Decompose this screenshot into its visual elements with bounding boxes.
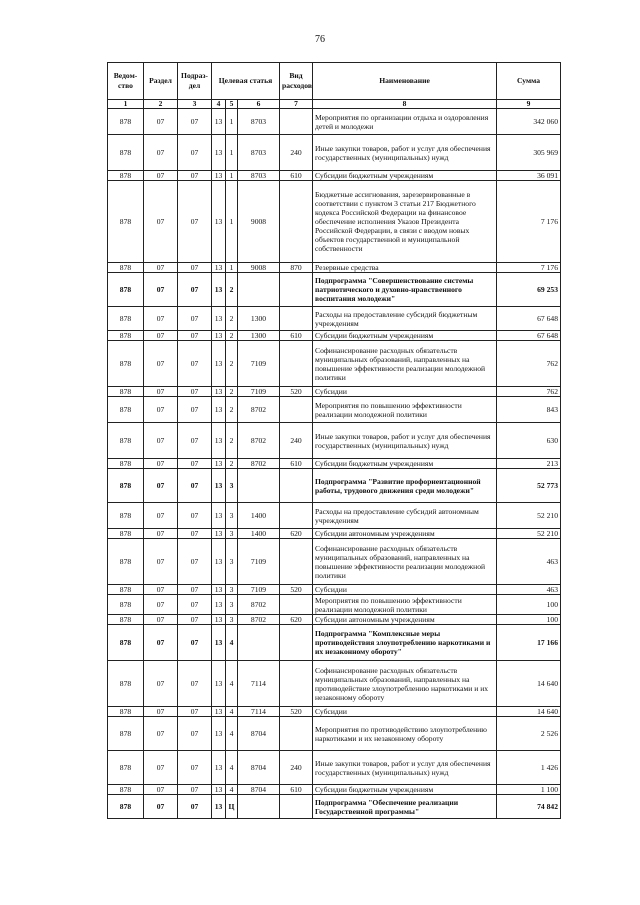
table-row <box>108 785 561 795</box>
header-vedomstvo: Ведом-ство <box>108 63 144 100</box>
cell-podrazdel: 07 <box>178 263 212 273</box>
table-row <box>108 397 561 423</box>
cell-razdel: 07 <box>144 595 178 615</box>
table-row <box>108 263 561 273</box>
table-row <box>108 625 561 661</box>
cell-razdel: 07 <box>144 459 178 469</box>
cell-razdel: 07 <box>144 469 178 503</box>
cell-expense-type: 520 <box>280 387 313 397</box>
cell-program: 13 <box>212 707 226 717</box>
cell-vedomstvo: 878 <box>108 469 144 503</box>
cell-subprogram: 2 <box>226 331 238 341</box>
cell-podrazdel: 07 <box>178 135 212 171</box>
cell-expense-type: 610 <box>280 171 313 181</box>
cell-sum: 2 526 <box>497 717 561 751</box>
cell-article: 7109 <box>238 585 280 595</box>
cell-podrazdel: 07 <box>178 459 212 469</box>
cell-podrazdel: 07 <box>178 707 212 717</box>
cell-article: 8703 <box>238 135 280 171</box>
col-number: 2 <box>144 100 178 109</box>
table-row <box>108 171 561 181</box>
cell-vedomstvo: 878 <box>108 263 144 273</box>
cell-sum: 52 210 <box>497 503 561 529</box>
cell-vedomstvo: 878 <box>108 707 144 717</box>
cell-expense-type: 240 <box>280 751 313 785</box>
cell-razdel: 07 <box>144 529 178 539</box>
cell-vedomstvo: 878 <box>108 625 144 661</box>
table-row <box>108 503 561 529</box>
table-row <box>108 341 561 387</box>
cell-article: 7109 <box>238 539 280 585</box>
cell-podrazdel: 07 <box>178 331 212 341</box>
cell-sum: 36 091 <box>497 171 561 181</box>
cell-vedomstvo: 878 <box>108 423 144 459</box>
cell-vedomstvo: 878 <box>108 181 144 263</box>
cell-sum: 463 <box>497 539 561 585</box>
table-row <box>108 109 561 135</box>
cell-subprogram: 4 <box>226 785 238 795</box>
cell-sum: 14 640 <box>497 661 561 707</box>
cell-razdel: 07 <box>144 751 178 785</box>
cell-vedomstvo: 878 <box>108 785 144 795</box>
cell-vedomstvo: 878 <box>108 307 144 331</box>
cell-subprogram: 3 <box>226 529 238 539</box>
cell-razdel: 07 <box>144 795 178 819</box>
cell-subprogram: Ц <box>226 795 238 819</box>
cell-program: 13 <box>212 469 226 503</box>
cell-name: Мероприятия по повышению эффективности реализации молодежной политики <box>313 595 497 615</box>
cell-article: 1300 <box>238 307 280 331</box>
cell-podrazdel: 07 <box>178 109 212 135</box>
cell-vedomstvo: 878 <box>108 717 144 751</box>
cell-name: Софинансирование расходных обязательств муниципальных образований, направленных на противодействие злоупотреблению наркотиками и их незаконному обороту <box>313 661 497 707</box>
cell-subprogram: 1 <box>226 263 238 273</box>
cell-sum: 67 648 <box>497 331 561 341</box>
cell-sum: 1 426 <box>497 751 561 785</box>
cell-podrazdel: 07 <box>178 387 212 397</box>
cell-subprogram: 3 <box>226 585 238 595</box>
cell-podrazdel: 07 <box>178 539 212 585</box>
cell-expense-type <box>280 109 313 135</box>
table-row <box>108 469 561 503</box>
cell-article: 1300 <box>238 331 280 341</box>
cell-name: Субсидии автономным учреждениям <box>313 615 497 625</box>
table-row <box>108 135 561 171</box>
cell-razdel: 07 <box>144 181 178 263</box>
col-number: 7 <box>280 100 313 109</box>
table-body <box>108 109 561 819</box>
table-row <box>108 595 561 615</box>
cell-razdel: 07 <box>144 171 178 181</box>
cell-program: 13 <box>212 341 226 387</box>
cell-name: Субсидии бюджетным учреждениям <box>313 785 497 795</box>
cell-name: Подпрограмма "Обеспечение реализации Государственной программы" <box>313 795 497 819</box>
cell-program: 13 <box>212 181 226 263</box>
cell-subprogram: 2 <box>226 341 238 387</box>
col-number: 6 <box>238 100 280 109</box>
cell-podrazdel: 07 <box>178 503 212 529</box>
table-row <box>108 615 561 625</box>
table-row <box>108 529 561 539</box>
cell-program: 13 <box>212 539 226 585</box>
cell-sum: 213 <box>497 459 561 469</box>
cell-subprogram: 4 <box>226 661 238 707</box>
cell-expense-type: 620 <box>280 529 313 539</box>
cell-vedomstvo: 878 <box>108 529 144 539</box>
cell-podrazdel: 07 <box>178 307 212 331</box>
cell-razdel: 07 <box>144 615 178 625</box>
cell-subprogram: 2 <box>226 397 238 423</box>
cell-sum: 100 <box>497 595 561 615</box>
cell-article: 8702 <box>238 397 280 423</box>
cell-sum: 342 060 <box>497 109 561 135</box>
cell-program: 13 <box>212 263 226 273</box>
cell-name: Мероприятия по повышению эффективности реализации молодежной политики <box>313 397 497 423</box>
cell-program: 13 <box>212 595 226 615</box>
cell-expense-type: 610 <box>280 785 313 795</box>
cell-name: Иные закупки товаров, работ и услуг для обеспечения государственных (муниципальных) нужд <box>313 751 497 785</box>
table-row <box>108 307 561 331</box>
cell-vedomstvo: 878 <box>108 387 144 397</box>
cell-razdel: 07 <box>144 785 178 795</box>
cell-name: Субсидии <box>313 707 497 717</box>
cell-vedomstvo: 878 <box>108 751 144 785</box>
cell-subprogram: 1 <box>226 109 238 135</box>
cell-sum: 1 100 <box>497 785 561 795</box>
table-row <box>108 459 561 469</box>
header-vid-rashodov: Вид расходов <box>280 63 313 100</box>
cell-article: 8704 <box>238 717 280 751</box>
cell-article: 7114 <box>238 661 280 707</box>
cell-program: 13 <box>212 625 226 661</box>
col-number: 8 <box>313 100 497 109</box>
header-summa: Сумма <box>497 63 561 100</box>
cell-name: Мероприятия по противодействию злоупотреблению наркотиками и их незаконному обороту <box>313 717 497 751</box>
cell-vedomstvo: 878 <box>108 109 144 135</box>
cell-subprogram: 4 <box>226 625 238 661</box>
cell-name: Субсидии бюджетным учреждениям <box>313 171 497 181</box>
table-row <box>108 181 561 263</box>
cell-name: Иные закупки товаров, работ и услуг для обеспечения государственных (муниципальных) нужд <box>313 135 497 171</box>
cell-podrazdel: 07 <box>178 423 212 459</box>
cell-program: 13 <box>212 135 226 171</box>
cell-name: Субсидии <box>313 387 497 397</box>
cell-article: 9008 <box>238 181 280 263</box>
table-row <box>108 795 561 819</box>
cell-expense-type <box>280 795 313 819</box>
cell-razdel: 07 <box>144 307 178 331</box>
header-celevaya-statya: Целевая статья <box>212 63 280 100</box>
cell-razdel: 07 <box>144 273 178 307</box>
cell-program: 13 <box>212 503 226 529</box>
cell-expense-type <box>280 181 313 263</box>
cell-expense-type: 240 <box>280 423 313 459</box>
cell-sum: 305 969 <box>497 135 561 171</box>
cell-subprogram: 4 <box>226 707 238 717</box>
cell-expense-type: 610 <box>280 459 313 469</box>
cell-expense-type: 520 <box>280 707 313 717</box>
cell-program: 13 <box>212 661 226 707</box>
cell-program: 13 <box>212 273 226 307</box>
cell-expense-type: 620 <box>280 615 313 625</box>
cell-expense-type: 610 <box>280 331 313 341</box>
cell-podrazdel: 07 <box>178 585 212 595</box>
cell-razdel: 07 <box>144 625 178 661</box>
table-row <box>108 585 561 595</box>
cell-name: Подпрограмма "Развитие профориентационной работы, трудового движения среди молодежи" <box>313 469 497 503</box>
cell-sum: 17 166 <box>497 625 561 661</box>
cell-vedomstvo: 878 <box>108 595 144 615</box>
cell-name: Софинансирование расходных обязательств муниципальных образований, направленных на повышение эффективности реализации молодежной политики <box>313 539 497 585</box>
cell-subprogram: 3 <box>226 503 238 529</box>
cell-expense-type <box>280 661 313 707</box>
cell-podrazdel: 07 <box>178 595 212 615</box>
cell-article: 8704 <box>238 785 280 795</box>
cell-program: 13 <box>212 795 226 819</box>
table-row <box>108 423 561 459</box>
cell-subprogram: 3 <box>226 539 238 585</box>
table-row <box>108 751 561 785</box>
cell-name: Расходы на предоставление субсидий бюджетным учреждениям <box>313 307 497 331</box>
cell-expense-type <box>280 341 313 387</box>
cell-razdel: 07 <box>144 397 178 423</box>
cell-article: 8702 <box>238 459 280 469</box>
cell-razdel: 07 <box>144 423 178 459</box>
col-number: 4 <box>212 100 226 109</box>
cell-podrazdel: 07 <box>178 273 212 307</box>
table-row <box>108 331 561 341</box>
cell-expense-type <box>280 273 313 307</box>
cell-razdel: 07 <box>144 585 178 595</box>
cell-razdel: 07 <box>144 331 178 341</box>
cell-vedomstvo: 878 <box>108 135 144 171</box>
column-number-row <box>108 100 561 109</box>
cell-subprogram: 4 <box>226 717 238 751</box>
cell-sum: 52 210 <box>497 529 561 539</box>
cell-expense-type <box>280 717 313 751</box>
cell-vedomstvo: 878 <box>108 539 144 585</box>
cell-article <box>238 469 280 503</box>
cell-razdel: 07 <box>144 661 178 707</box>
cell-podrazdel: 07 <box>178 661 212 707</box>
cell-name: Подпрограмма "Совершенствование системы патриотического и духовно-нравственного воспитания молодежи" <box>313 273 497 307</box>
table-row <box>108 387 561 397</box>
cell-subprogram: 1 <box>226 135 238 171</box>
cell-razdel: 07 <box>144 263 178 273</box>
cell-subprogram: 1 <box>226 181 238 263</box>
col-number: 1 <box>108 100 144 109</box>
table-row <box>108 273 561 307</box>
cell-expense-type <box>280 503 313 529</box>
cell-sum: 52 773 <box>497 469 561 503</box>
col-number: 3 <box>178 100 212 109</box>
cell-podrazdel: 07 <box>178 469 212 503</box>
budget-table <box>107 62 561 819</box>
table-row <box>108 661 561 707</box>
cell-name: Расходы на предоставление субсидий автономным учреждениям <box>313 503 497 529</box>
cell-article: 7109 <box>238 387 280 397</box>
cell-sum: 74 842 <box>497 795 561 819</box>
cell-razdel: 07 <box>144 109 178 135</box>
cell-program: 13 <box>212 171 226 181</box>
table-row <box>108 539 561 585</box>
cell-sum: 463 <box>497 585 561 595</box>
cell-article: 1400 <box>238 503 280 529</box>
cell-article: 8702 <box>238 595 280 615</box>
cell-sum: 100 <box>497 615 561 625</box>
cell-name: Мероприятия по организации отдыха и оздоровления детей и молодежи <box>313 109 497 135</box>
col-number: 5 <box>226 100 238 109</box>
cell-vedomstvo: 878 <box>108 171 144 181</box>
cell-vedomstvo: 878 <box>108 341 144 387</box>
table-row <box>108 707 561 717</box>
cell-subprogram: 4 <box>226 751 238 785</box>
cell-vedomstvo: 878 <box>108 273 144 307</box>
cell-article: 7109 <box>238 341 280 387</box>
cell-program: 13 <box>212 109 226 135</box>
cell-program: 13 <box>212 397 226 423</box>
cell-subprogram: 1 <box>226 171 238 181</box>
cell-podrazdel: 07 <box>178 529 212 539</box>
cell-vedomstvo: 878 <box>108 661 144 707</box>
cell-podrazdel: 07 <box>178 795 212 819</box>
cell-program: 13 <box>212 717 226 751</box>
cell-program: 13 <box>212 529 226 539</box>
cell-podrazdel: 07 <box>178 171 212 181</box>
cell-name: Резервные средства <box>313 263 497 273</box>
cell-sum: 14 640 <box>497 707 561 717</box>
header-razdel: Раздел <box>144 63 178 100</box>
cell-expense-type <box>280 539 313 585</box>
cell-program: 13 <box>212 307 226 331</box>
cell-article: 1400 <box>238 529 280 539</box>
cell-podrazdel: 07 <box>178 181 212 263</box>
cell-program: 13 <box>212 615 226 625</box>
cell-article <box>238 625 280 661</box>
cell-razdel: 07 <box>144 539 178 585</box>
cell-sum: 7 176 <box>497 181 561 263</box>
cell-expense-type: 870 <box>280 263 313 273</box>
cell-expense-type: 520 <box>280 585 313 595</box>
cell-program: 13 <box>212 459 226 469</box>
cell-sum: 7 176 <box>497 263 561 273</box>
cell-article: 8702 <box>238 423 280 459</box>
cell-subprogram: 2 <box>226 387 238 397</box>
cell-subprogram: 2 <box>226 459 238 469</box>
cell-program: 13 <box>212 785 226 795</box>
cell-subprogram: 3 <box>226 469 238 503</box>
cell-sum: 67 648 <box>497 307 561 331</box>
cell-article: 9008 <box>238 263 280 273</box>
cell-article <box>238 273 280 307</box>
cell-article <box>238 795 280 819</box>
cell-razdel: 07 <box>144 341 178 387</box>
cell-sum: 69 253 <box>497 273 561 307</box>
page-number: 76 <box>315 34 325 45</box>
cell-subprogram: 3 <box>226 595 238 615</box>
cell-podrazdel: 07 <box>178 625 212 661</box>
cell-name: Бюджетные ассигнования, зарезервированные в соответствии с пунктом 3 статьи 217 Бюджетного кодекса Российской Федерации на финансовое обеспечение исполнения Указов Президента Российской Федерации, в связи с вводом новых объектов государственной и муниципальной собственности <box>313 181 497 263</box>
cell-vedomstvo: 878 <box>108 585 144 595</box>
header-naimenovanie: Наименование <box>313 63 497 100</box>
cell-program: 13 <box>212 585 226 595</box>
cell-razdel: 07 <box>144 387 178 397</box>
cell-expense-type <box>280 595 313 615</box>
cell-sum: 843 <box>497 397 561 423</box>
cell-article: 8703 <box>238 109 280 135</box>
cell-program: 13 <box>212 751 226 785</box>
cell-name: Субсидии <box>313 585 497 595</box>
cell-article: 8703 <box>238 171 280 181</box>
cell-podrazdel: 07 <box>178 615 212 625</box>
table-row <box>108 717 561 751</box>
cell-expense-type <box>280 397 313 423</box>
cell-podrazdel: 07 <box>178 341 212 387</box>
cell-subprogram: 2 <box>226 273 238 307</box>
cell-sum: 630 <box>497 423 561 459</box>
cell-vedomstvo: 878 <box>108 615 144 625</box>
cell-vedomstvo: 878 <box>108 397 144 423</box>
cell-name: Субсидии бюджетным учреждениям <box>313 331 497 341</box>
cell-sum: 762 <box>497 341 561 387</box>
cell-name: Субсидии автономным учреждениям <box>313 529 497 539</box>
cell-sum: 762 <box>497 387 561 397</box>
cell-vedomstvo: 878 <box>108 459 144 469</box>
cell-expense-type <box>280 625 313 661</box>
header-podrazdel: Подраз-дел <box>178 63 212 100</box>
col-number: 9 <box>497 100 561 109</box>
cell-razdel: 07 <box>144 717 178 751</box>
cell-expense-type: 240 <box>280 135 313 171</box>
cell-program: 13 <box>212 331 226 341</box>
cell-vedomstvo: 878 <box>108 331 144 341</box>
cell-razdel: 07 <box>144 135 178 171</box>
cell-vedomstvo: 878 <box>108 795 144 819</box>
cell-subprogram: 2 <box>226 423 238 459</box>
cell-expense-type <box>280 469 313 503</box>
table-header-row <box>108 63 561 100</box>
cell-name: Субсидии бюджетным учреждениям <box>313 459 497 469</box>
cell-podrazdel: 07 <box>178 397 212 423</box>
cell-article: 7114 <box>238 707 280 717</box>
cell-name: Иные закупки товаров, работ и услуг для обеспечения государственных (муниципальных) нужд <box>313 423 497 459</box>
cell-podrazdel: 07 <box>178 751 212 785</box>
cell-name: Софинансирование расходных обязательств муниципальных образований, направленных на повышение эффективности реализации молодежной политики <box>313 341 497 387</box>
cell-article: 8702 <box>238 615 280 625</box>
cell-name: Подпрограмма "Комплексные меры противодействия злоупотреблению наркотиками и их незаконному обороту" <box>313 625 497 661</box>
cell-article: 8704 <box>238 751 280 785</box>
cell-razdel: 07 <box>144 707 178 717</box>
cell-podrazdel: 07 <box>178 717 212 751</box>
cell-subprogram: 2 <box>226 307 238 331</box>
cell-vedomstvo: 878 <box>108 503 144 529</box>
cell-subprogram: 3 <box>226 615 238 625</box>
cell-program: 13 <box>212 423 226 459</box>
cell-expense-type <box>280 307 313 331</box>
cell-razdel: 07 <box>144 503 178 529</box>
cell-podrazdel: 07 <box>178 785 212 795</box>
cell-program: 13 <box>212 387 226 397</box>
